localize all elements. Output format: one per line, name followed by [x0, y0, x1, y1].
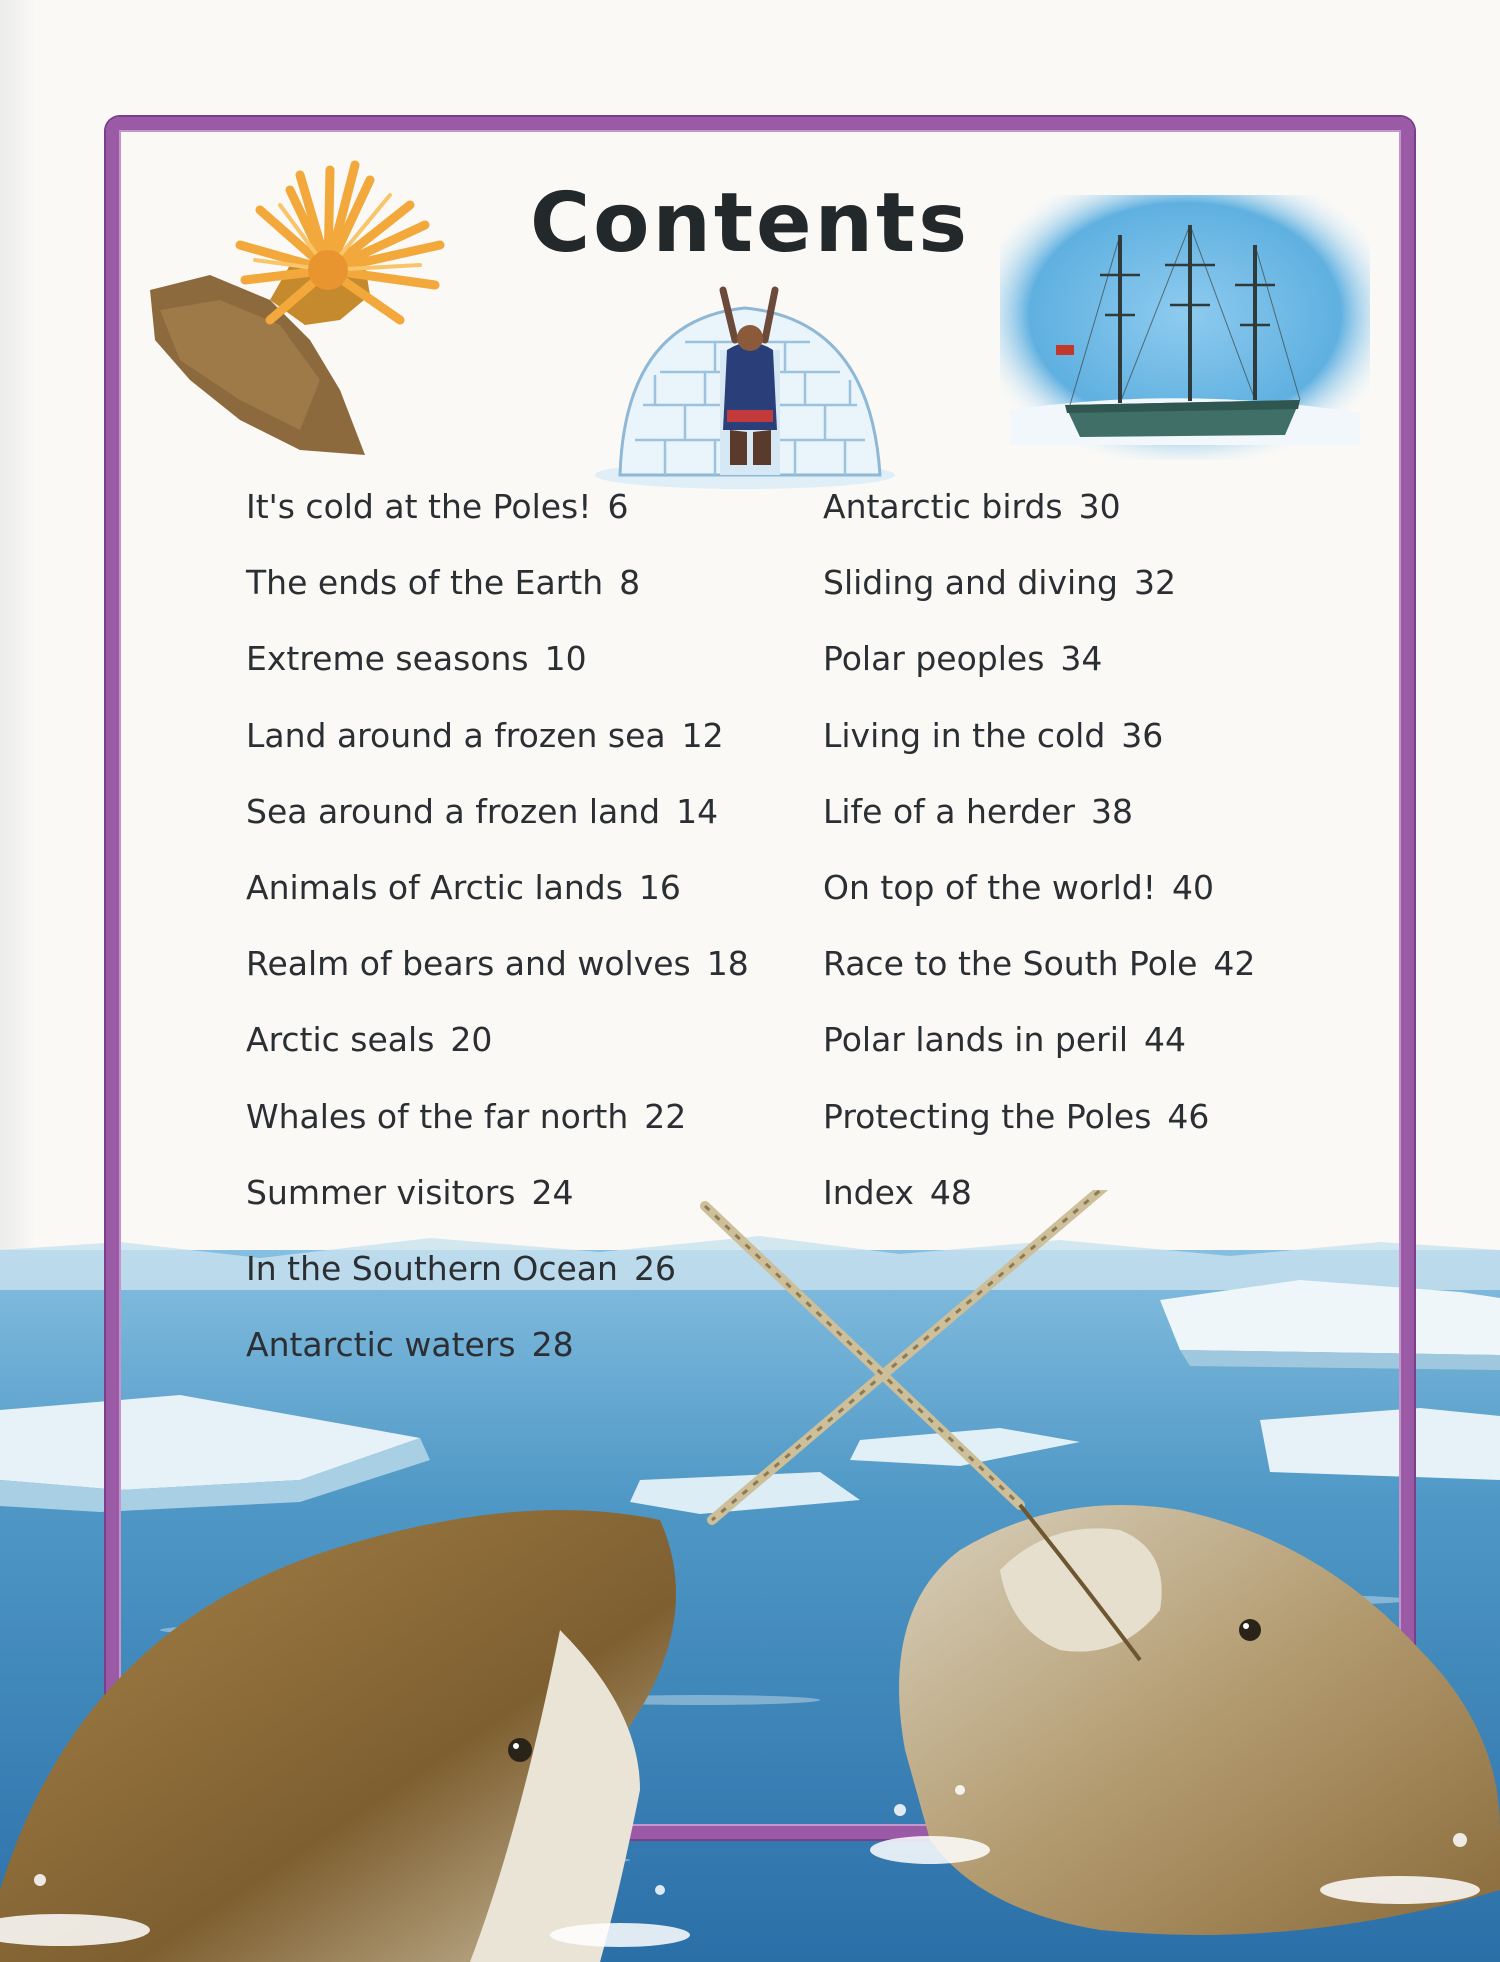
toc-entry-title: Antarctic birds — [823, 487, 1063, 526]
toc-entry-title: Extreme seasons — [246, 639, 529, 679]
toc-entry[interactable] — [823, 787, 1255, 863]
toc-entry-page: 26 — [633, 1248, 676, 1288]
toc-column-right — [823, 482, 1255, 1244]
toc-entry[interactable] — [823, 482, 1255, 558]
toc-entry-page: 44 — [1144, 1020, 1187, 1060]
toc-entry-page: 6 — [607, 487, 629, 526]
toc-entry-title: Polar lands in peril — [823, 1020, 1129, 1060]
toc-entry-page: 12 — [681, 715, 724, 755]
toc-entry-page: 20 — [450, 1020, 493, 1060]
page-title: Contents — [529, 176, 971, 271]
toc-entry-page: 22 — [644, 1096, 687, 1136]
toc-entry[interactable] — [246, 711, 749, 787]
toc-entry[interactable] — [823, 939, 1255, 1015]
toc-entry-page: 36 — [1121, 715, 1164, 755]
toc-entry-title: Race to the South Pole — [823, 944, 1198, 984]
toc-entry-page: 34 — [1060, 639, 1103, 679]
toc-entry-title: Sea around a frozen land — [246, 791, 661, 831]
toc-entry-page: 28 — [531, 1325, 574, 1365]
toc-entry-page: 42 — [1213, 944, 1256, 984]
toc-entry[interactable] — [246, 939, 749, 1015]
toc-entry-page: 32 — [1134, 563, 1177, 603]
toc-entry-title: Arctic seals — [246, 1020, 435, 1060]
toc-entry-title: Polar peoples — [823, 639, 1045, 679]
igloo-illustration — [595, 280, 905, 490]
toc-entry-page: 48 — [929, 1172, 972, 1212]
toc-entry-title: Whales of the far north — [246, 1096, 629, 1136]
toc-entry[interactable] — [246, 863, 749, 939]
toc-entry-title: Living in the cold — [823, 715, 1106, 755]
toc-entry-page: 10 — [544, 639, 587, 679]
toc-entry-page: 14 — [676, 791, 719, 831]
toc-entry-title: Summer visitors — [246, 1172, 516, 1212]
narwhals-illustration — [0, 1190, 1500, 1962]
toc-entry[interactable] — [823, 863, 1255, 939]
toc-entry-title: Index — [823, 1172, 914, 1212]
toc-entry-title: It's cold at the Poles! — [246, 487, 592, 526]
toc-entry-title: Sliding and diving — [823, 563, 1119, 603]
toc-entry-title: Animals of Arctic lands — [246, 867, 623, 907]
sea-anemone-illustration — [140, 150, 480, 460]
toc-entry[interactable] — [823, 634, 1255, 710]
sailing-ship-illustration — [1000, 195, 1370, 460]
toc-entry-page: 18 — [706, 944, 749, 984]
toc-entry[interactable] — [823, 558, 1255, 634]
toc-entry-page: 30 — [1078, 487, 1121, 526]
toc-entry[interactable] — [246, 1092, 749, 1168]
toc-entry[interactable] — [246, 558, 749, 634]
toc-entry-page: 38 — [1091, 791, 1133, 831]
toc-entry[interactable] — [246, 787, 749, 863]
toc-entry[interactable] — [246, 634, 749, 710]
toc-entry-title: Protecting the Poles — [823, 1096, 1152, 1136]
toc-entry[interactable] — [823, 1092, 1255, 1168]
toc-entry-title: The ends of the Earth — [246, 563, 604, 603]
toc-entry[interactable] — [823, 1015, 1255, 1091]
toc-entry-title: In the Southern Ocean — [246, 1248, 618, 1288]
toc-entry-title: Antarctic waters — [246, 1325, 516, 1365]
toc-entry[interactable] — [823, 711, 1255, 787]
toc-entry-title: Realm of bears and wolves — [246, 944, 691, 984]
toc-entry[interactable] — [246, 1015, 749, 1091]
toc-entry-title: Land around a frozen sea — [246, 715, 666, 755]
toc-entry-page: 8 — [619, 563, 641, 603]
toc-entry-title: Life of a herder — [823, 791, 1075, 831]
toc-entry-page: 46 — [1167, 1096, 1210, 1136]
toc-entry-page: 24 — [531, 1172, 574, 1212]
toc-entry-page: 40 — [1171, 867, 1214, 907]
toc-entry[interactable] — [246, 482, 749, 558]
toc-entry-page: 16 — [638, 867, 681, 907]
toc-entry-title: On top of the world! — [823, 867, 1156, 907]
